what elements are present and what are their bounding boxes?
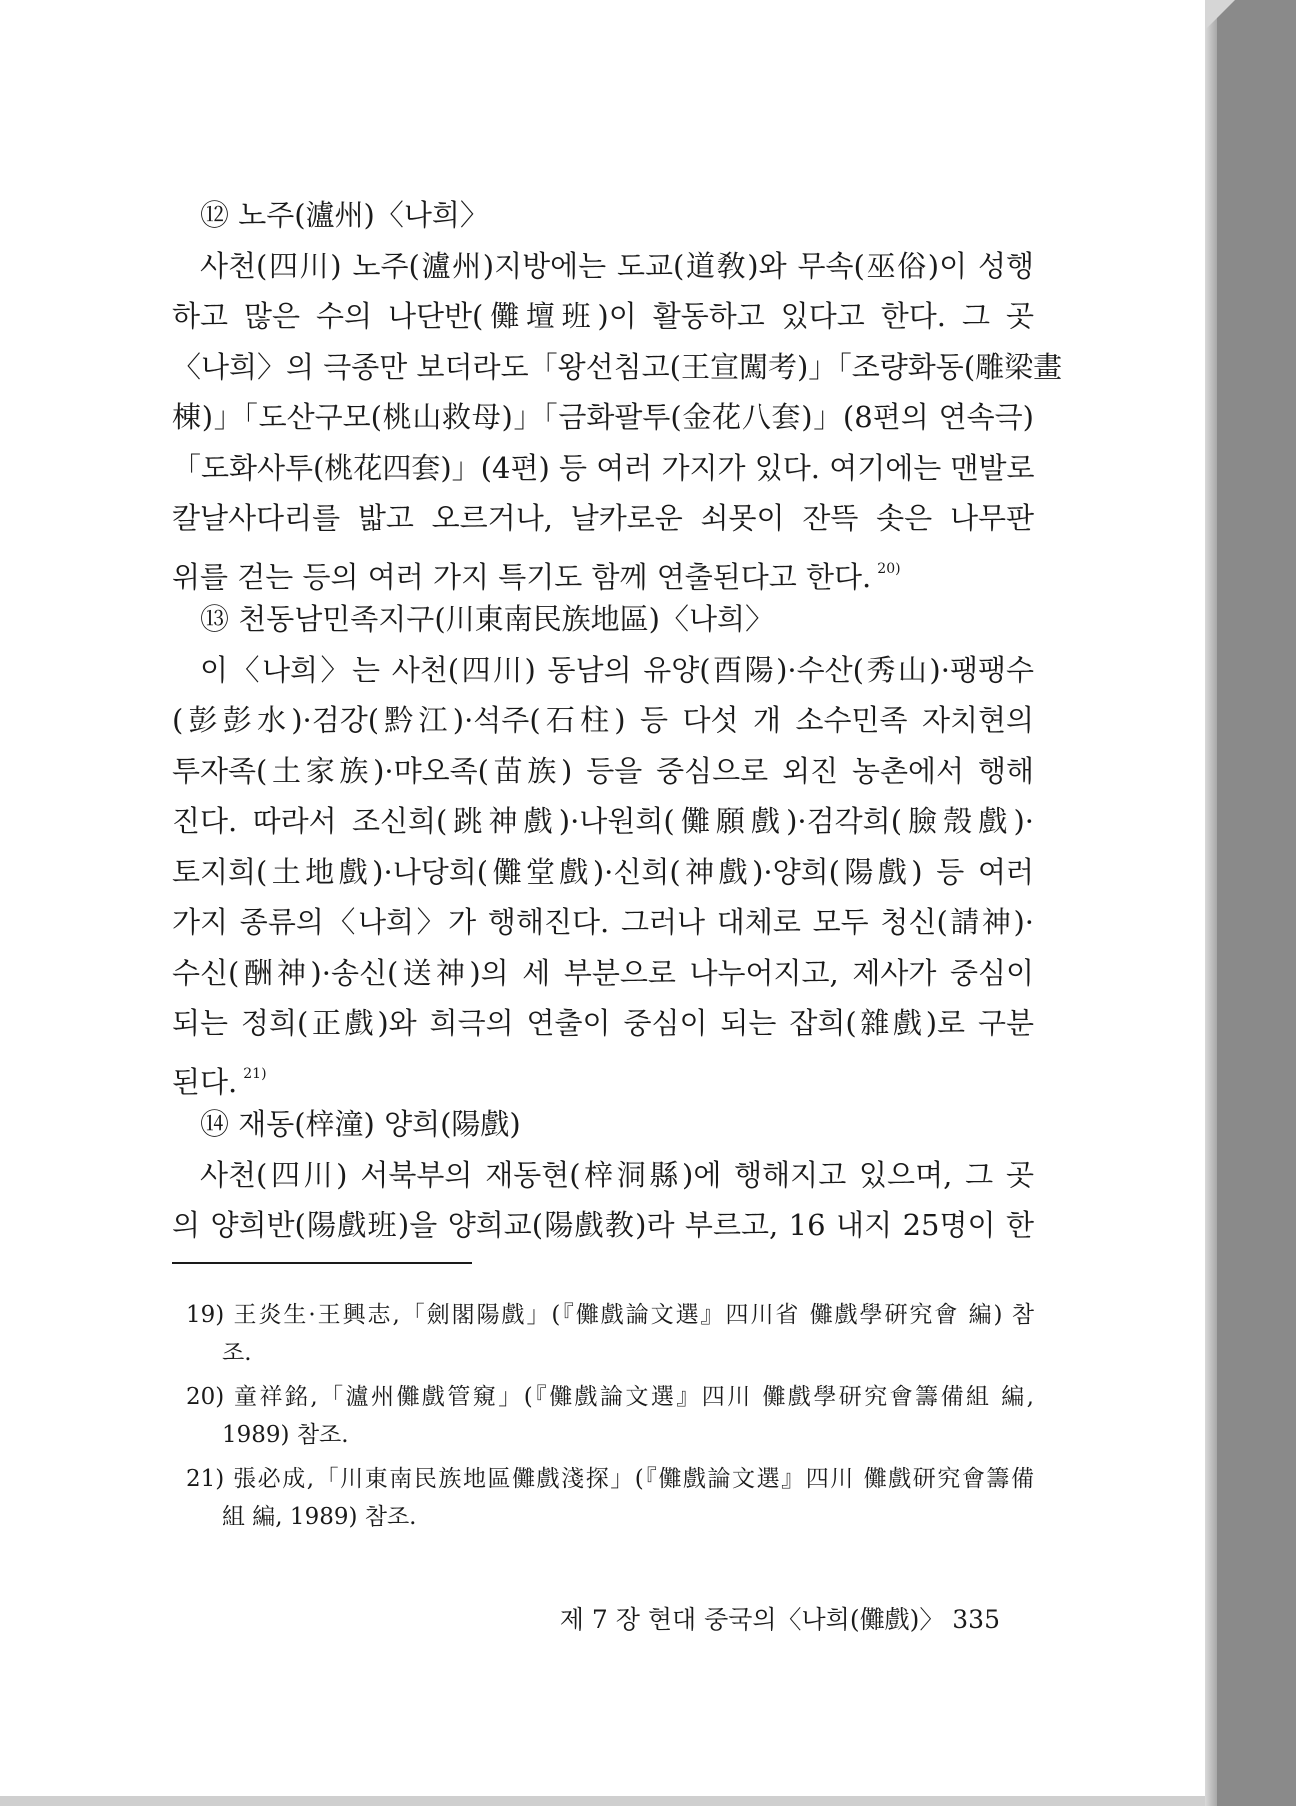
body-line: 투자족(土家族)·먀오족(苗族) 등을 중심으로 외진 농촌에서 행해: [172, 753, 1034, 788]
page-edge-shadow: [1205, 0, 1217, 1806]
page-curl: [1205, 0, 1235, 30]
body-line: 「도화사투(桃花四套)」(4편) 등 여러 가지가 있다. 여기에는 맨발로: [172, 450, 1035, 485]
body-line-with-ref: [172, 1049, 1034, 1100]
body-line: 〈나희〉의 극종만 보더라도「왕선침고(王宣闖考)」「조량화동(雕梁畫: [172, 349, 1063, 384]
body-line: 칼날사다리를 밟고 오르거나, 날카로운 쇠못이 잔뜩 솟은 나무판: [172, 501, 1034, 535]
footnote-20: [186, 1378, 1034, 1454]
body-line: 하고 많은 수의 나단반(儺壇班)이 활동하고 있다고 한다. 그 곳: [172, 299, 1034, 333]
footnote-line: 19) 王炎生·王興志,「劍閣陽戲」(『儺戲論文選』四川省 儺戲學硏究會 編) 참: [186, 1302, 1034, 1328]
body-line-text: 된다.: [172, 1064, 238, 1099]
body-line: 의 양희반(陽戲班)을 양희교(陽戲教)라 부르고, 16 내지 25명이 한: [172, 1208, 1034, 1242]
footnote-ref-21: 21): [243, 1065, 267, 1082]
footnote-19: [186, 1296, 1034, 1372]
footnote-line: 1989) 참조.: [222, 1422, 349, 1448]
body-line: 棟)」「도산구모(桃山救母)」「금화팔투(金花八套)」(8편의 연속극): [172, 400, 1034, 434]
body-line: 토지희(土地戲)·나당희(儺堂戲)·신희(神戲)·양희(陽戲) 등 여러: [172, 854, 1034, 889]
body-line: 이〈나희〉는 사천(四川) 동남의 유양(酉陽)·수산(秀山)·팽팽수: [200, 652, 1034, 687]
body-line: 수신(酬神)·송신(送神)의 세 부분으로 나누어지고, 제사가 중심이: [172, 955, 1034, 990]
body-line-text: 위를 걷는 등의 여러 가지 특기도 함께 연출된다고 한다.: [172, 559, 872, 594]
running-footer: 제 7 장 현대 중국의〈나희(儺戲)〉 335: [559, 1605, 1000, 1634]
footnote-21: [186, 1460, 1034, 1536]
body-line: 가지 종류의〈나희〉가 행해진다. 그러나 대체로 모두 청신(請神)·: [172, 905, 1034, 939]
body-line: 사천(四川) 서북부의 재동현(梓洞縣)에 행해지고 있으며, 그 곳: [200, 1157, 1034, 1192]
page-bottom-edge: [0, 1796, 1205, 1806]
body-line: (彭彭水)·검강(黔江)·석주(石柱) 등 다섯 개 소수민족 자치현의: [172, 703, 1034, 737]
section-heading-12: ⑫ 노주(瀘州)〈나희〉: [200, 198, 489, 232]
footnote-line: 20) 童祥銘,「瀘州儺戲管窺」(『儺戲論文選』四川 儺戲學研究會籌備組 編,: [186, 1384, 1034, 1410]
footnote-line: 21) 張必成,「川東南民族地區儺戲淺探」(『儺戲論文選』四川 儺戲研究會籌備: [186, 1466, 1034, 1492]
footnote-line: 조.: [222, 1340, 252, 1366]
footnote-line: 組 編, 1989) 참조.: [222, 1504, 417, 1530]
body-line: 되는 정희(正戲)와 희극의 연출이 중심이 되는 잡희(雜戲)로 구분: [172, 1006, 1034, 1040]
footnotes: [186, 1296, 1034, 1542]
body-line: 사천(四川) 노주(瀘州)지방에는 도교(道敎)와 무속(巫俗)이 성행: [200, 248, 1034, 283]
body-line-with-ref: [172, 544, 1034, 595]
footnote-ref-20: 20): [877, 560, 901, 577]
body-text: [172, 190, 1063, 1251]
section-heading-14: ⑭ 재동(梓潼) 양희(陽戲): [200, 1107, 521, 1141]
body-line: 진다. 따라서 조신희(跳神戲)·나원희(儺願戲)·검각희(臉殼戲)·: [172, 804, 1034, 838]
section-heading-13: ⑬ 천동남민족지구(川東南民族地區)〈나희〉: [200, 602, 774, 636]
footnote-divider: [172, 1262, 472, 1264]
